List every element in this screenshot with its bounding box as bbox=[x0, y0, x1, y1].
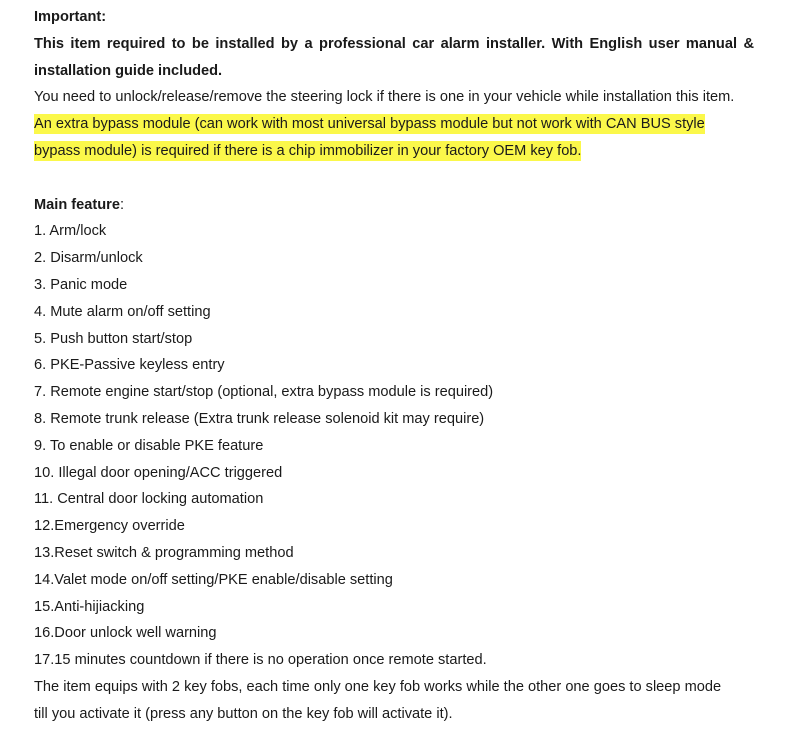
feature-item: 4. Mute alarm on/off setting bbox=[34, 303, 211, 320]
feature-item: 8. Remote trunk release (Extra trunk release solenoid kit may require) bbox=[34, 410, 485, 427]
main-feature-colon: : bbox=[119, 196, 125, 213]
feature-item: 5. Push button start/stop bbox=[34, 330, 193, 347]
product-description bbox=[34, 4, 754, 728]
main-feature-heading-row bbox=[34, 192, 754, 219]
feature-item: 1. Arm/lock bbox=[34, 223, 107, 240]
feature-item: 10. Illegal door opening/ACC triggered bbox=[34, 464, 283, 481]
feature-item: 12.Emergency override bbox=[34, 518, 185, 535]
feature-item: 3. Panic mode bbox=[34, 276, 128, 293]
key-fob-note-line-2: till you activate it (press any button on the key fob will activate it). bbox=[34, 705, 453, 722]
bypass-module-highlight-2: bypass module) is required if there is a chip immobilizer in your factory OEM key fob. bbox=[34, 142, 582, 159]
feature-item: 9. To enable or disable PKE feature bbox=[34, 437, 264, 454]
feature-list bbox=[34, 218, 754, 674]
feature-item: 15.Anti-hijiacking bbox=[34, 598, 145, 615]
feature-item: 16.Door unlock well warning bbox=[34, 625, 217, 642]
feature-item: 7. Remote engine start/stop (optional, extra bypass module is required) bbox=[34, 384, 494, 401]
bypass-module-highlight-1: An extra bypass module (can work with most universal bypass module but not work with CAN BUS style bbox=[34, 116, 705, 133]
install-requirement-line-1: This item required to be installed by a professional car alarm installer. With English user manual & bbox=[34, 35, 754, 52]
feature-item: 6. PKE-Passive keyless entry bbox=[34, 357, 225, 374]
feature-item: 2. Disarm/unlock bbox=[34, 250, 143, 267]
key-fob-note-line-1: The item equips with 2 key fobs, each time only one key fob works while the other one goes to sleep mode bbox=[34, 678, 722, 695]
install-requirement-line-2: installation guide included. bbox=[34, 62, 223, 79]
steering-lock-note: You need to unlock/release/remove the steering lock if there is one in your vehicle while installation this item. bbox=[34, 89, 735, 106]
main-feature-heading: Main feature bbox=[34, 196, 120, 213]
feature-item: 11. Central door locking automation bbox=[34, 491, 264, 508]
important-heading: Important: bbox=[34, 9, 107, 25]
feature-item: 17.15 minutes countdown if there is no operation once remote started. bbox=[34, 652, 487, 669]
feature-item: 14.Valet mode on/off setting/PKE enable/disable setting bbox=[34, 571, 393, 588]
section-spacer bbox=[34, 165, 754, 192]
feature-item: 13.Reset switch & programming method bbox=[34, 544, 294, 561]
